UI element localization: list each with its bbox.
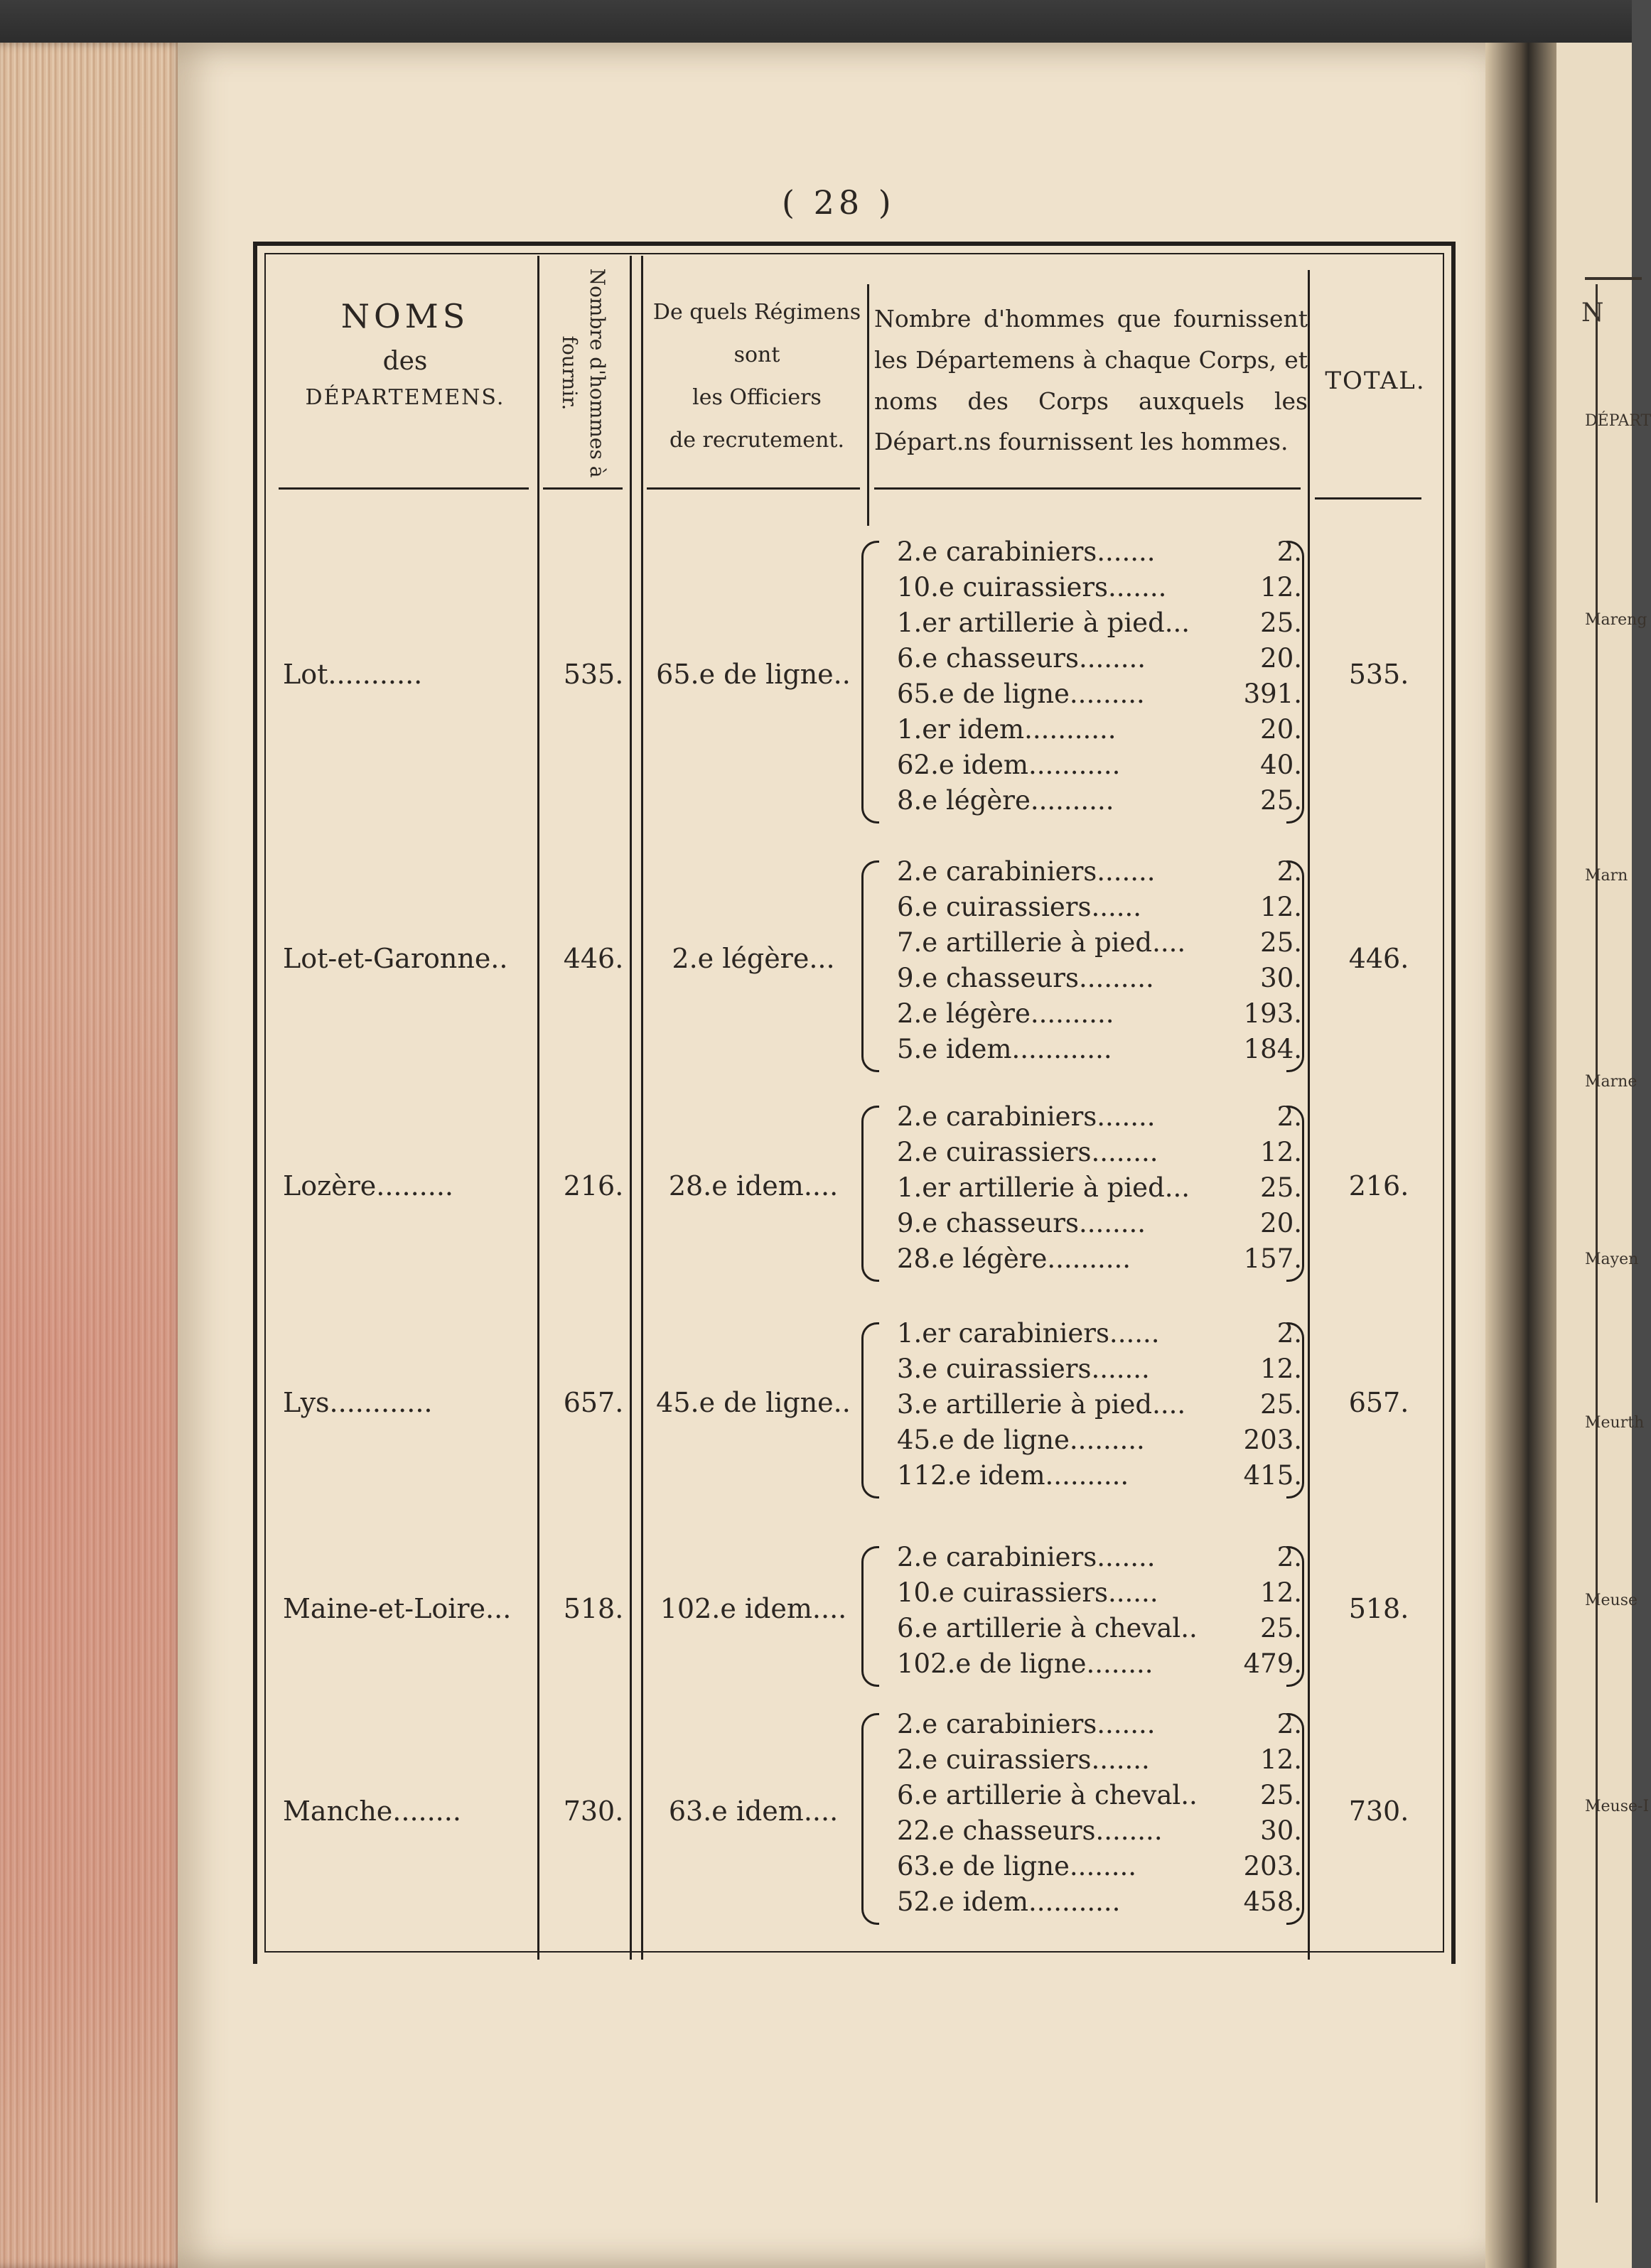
adjacent-dept-label: Meurth [1585,1414,1645,1432]
corps-line [897,1542,1302,1572]
adjacent-dept-label: Meuse-I [1585,1798,1650,1815]
corps-label: 10.e cuirassiers....... [897,572,1167,603]
corps-count: 25. [1260,1172,1302,1203]
corps-count: 20. [1260,643,1302,674]
regiment-officers: 45.e de ligne.. [656,1387,851,1418]
corps-count: 2. [1276,536,1302,567]
corps-line [897,679,1302,709]
corps-label: 2.e carabiniers....... [897,1542,1156,1572]
corps-count: 12. [1260,892,1302,922]
corps-line [897,1034,1302,1064]
header-noms [270,291,540,415]
hommes-count: 657. [563,1387,624,1418]
adjacent-page-column-line [1596,284,1598,2203]
corps-label: 5.e idem............ [897,1034,1112,1064]
left-brace [861,1713,879,1925]
header-rule [874,487,1301,490]
corps-count: 203. [1243,1851,1302,1881]
corps-label: 1.er artillerie à pied... [897,608,1190,638]
corps-line [897,998,1302,1029]
corps-line [897,1886,1302,1917]
header-total: TOTAL. [1325,367,1426,395]
corps-count: 479. [1243,1648,1302,1679]
corps-line [897,785,1302,816]
corps-count: 20. [1260,714,1302,745]
corps-count: 30. [1260,1815,1302,1846]
corps-line [897,1172,1302,1203]
adjacent-dept-label: Mayen [1585,1251,1639,1268]
adjacent-dept-label: Meuse [1585,1592,1638,1609]
corps-count: 458. [1243,1886,1302,1917]
left-brace [861,860,879,1072]
corps-line [897,1354,1302,1384]
header-regimens-line: les Officiers [692,385,822,410]
hommes-count: 216. [563,1170,624,1202]
row-total: 446. [1348,943,1409,974]
corps-label: 6.e cuirassiers...... [897,892,1142,922]
column-rule [630,256,632,1960]
adjacent-header-fragment: N [1581,298,1604,328]
regiment-officers: 63.e idem.... [668,1796,839,1827]
corps-label: 10.e cuirassiers...... [897,1577,1158,1608]
corps-label: 6.e chasseurs........ [897,643,1146,674]
left-brace [861,1322,879,1498]
corps-count: 193. [1243,998,1302,1029]
corps-line [897,714,1302,745]
corps-line [897,750,1302,780]
corps-label: 2.e carabiniers....... [897,1709,1156,1739]
row-total: 535. [1348,659,1409,690]
column-rule [641,256,643,1960]
header-regimens [640,291,874,462]
header-nombre: Nombre d'hommes que fournissent les Départemens à chaque Corps, et noms des Corps auxquels les Départ.ns fournissent les hommes. [874,305,1308,456]
corps-label: 102.e de ligne........ [897,1648,1153,1679]
corps-line [897,1577,1302,1608]
corps-count: 12. [1260,1577,1302,1608]
corps-label: 65.e de ligne......... [897,679,1145,709]
header-rule [543,487,623,490]
corps-label: 63.e de ligne........ [897,1851,1137,1881]
corps-label: 1.er carabiniers...... [897,1318,1160,1349]
header-regimens-line: de recrutement. [669,428,844,453]
corps-label: 9.e chasseurs........ [897,1208,1146,1238]
department-name: Lozère......... [283,1170,453,1202]
row-total: 216. [1348,1170,1409,1202]
corps-line [897,963,1302,993]
corps-line [897,1709,1302,1739]
department-name: Lot........... [283,659,423,690]
corps-count: 25. [1260,608,1302,638]
corps-line [897,1815,1302,1846]
corps-line [897,856,1302,887]
corps-line [897,1780,1302,1810]
corps-label: 62.e idem........... [897,750,1121,780]
hommes-count: 535. [563,659,624,690]
corps-line [897,1389,1302,1420]
corps-line [897,1137,1302,1167]
header-rule [279,487,529,490]
corps-count: 12. [1260,1137,1302,1167]
row-total: 730. [1348,1796,1409,1827]
regiment-officers: 65.e de ligne.. [656,659,851,690]
corps-line [897,1613,1302,1643]
left-brace [861,1546,879,1687]
corps-line [897,643,1302,674]
corps-label: 3.e artillerie à pied.... [897,1389,1186,1420]
corps-line [897,1318,1302,1349]
corps-line [897,608,1302,638]
adjacent-page-rule [1585,277,1642,280]
header-hommes-text: Nombre d'hommes à fournir. [557,268,609,478]
header-noms-line: DÉPARTEMENS. [305,385,505,411]
corps-label: 2.e carabiniers....... [897,1101,1156,1132]
corps-label: 8.e légère.......... [897,785,1114,816]
corps-label: 7.e artillerie à pied.... [897,927,1186,958]
corps-line [897,1101,1302,1132]
adjacent-page-fragment [1556,43,1651,2268]
department-name: Lot-et-Garonne.. [283,943,508,974]
corps-label: 2.e carabiniers....... [897,536,1156,567]
page-number: ( 28 ) [782,183,896,222]
department-name: Lys............ [283,1387,433,1418]
regiment-officers: 102.e idem.... [660,1593,847,1624]
corps-count: 2. [1276,1101,1302,1132]
corps-count: 40. [1260,750,1302,780]
corps-label: 9.e chasseurs......... [897,963,1154,993]
corps-count: 2. [1276,1709,1302,1739]
regiment-officers: 28.e idem.... [668,1170,839,1202]
corps-count: 2. [1276,1318,1302,1349]
left-brace [861,1106,879,1282]
corps-label: 28.e légère.......... [897,1243,1131,1274]
adjacent-dept-label: Marn [1585,867,1628,885]
corps-line [897,1208,1302,1238]
corps-label: 112.e idem.......... [897,1460,1129,1491]
corps-line [897,1425,1302,1455]
corps-label: 45.e de ligne......... [897,1425,1145,1455]
corps-count: 157. [1243,1243,1302,1274]
corps-line [897,572,1302,603]
column-rule [537,256,539,1960]
corps-label: 6.e artillerie à cheval.. [897,1613,1198,1643]
department-name: Maine-et-Loire... [283,1593,512,1624]
corps-count: 25. [1260,785,1302,816]
header-regimens-line: De quels Régimens [652,300,861,325]
corps-label: 2.e cuirassiers....... [897,1744,1150,1775]
corps-count: 203. [1243,1425,1302,1455]
corps-line [897,1851,1302,1881]
corps-count: 415. [1243,1460,1302,1491]
corps-label: 6.e artillerie à cheval.. [897,1780,1198,1810]
header-regimens-line: sont [733,342,780,367]
corps-count: 2. [1276,1542,1302,1572]
corps-count: 2. [1276,856,1302,887]
corps-count: 25. [1260,927,1302,958]
corps-count: 12. [1260,1354,1302,1384]
corps-count: 12. [1260,1744,1302,1775]
hommes-count: 446. [563,943,624,974]
corps-label: 2.e cuirassiers........ [897,1137,1158,1167]
corps-line [897,1460,1302,1491]
header-hommes [547,263,625,483]
corps-line [897,1648,1302,1679]
header-rule [647,487,860,490]
header-rule [1315,497,1421,500]
corps-label: 2.e carabiniers....... [897,856,1156,887]
corps-count: 25. [1260,1613,1302,1643]
corps-label: 52.e idem........... [897,1886,1121,1917]
header-noms-line: NOMS [340,297,470,335]
corps-line [897,1744,1302,1775]
corps-label: 2.e légère.......... [897,998,1114,1029]
adjacent-header-fragment: DÉPART [1585,412,1651,430]
book-gutter [1485,43,1564,2268]
regiment-officers: 2.e légère... [672,943,835,974]
corps-count: 12. [1260,572,1302,603]
book-page-edges [0,43,185,2268]
left-brace [861,541,879,824]
corps-count: 391. [1243,679,1302,709]
corps-label: 3.e cuirassiers....... [897,1354,1150,1384]
row-total: 518. [1348,1593,1409,1624]
row-total: 657. [1348,1387,1409,1418]
corps-line [897,892,1302,922]
adjacent-dept-label: Mareng [1585,611,1647,629]
corps-label: 1.er artillerie à pied... [897,1172,1190,1203]
corps-label: 1.er idem........... [897,714,1117,745]
corps-count: 184. [1243,1034,1302,1064]
corps-count: 25. [1260,1780,1302,1810]
header-noms-line: des [382,347,428,377]
adjacent-dept-label: Marne [1585,1073,1637,1091]
department-name: Manche........ [283,1796,461,1827]
hommes-count: 730. [563,1796,624,1827]
corps-count: 25. [1260,1389,1302,1420]
corps-count: 30. [1260,963,1302,993]
hommes-count: 518. [563,1593,624,1624]
corps-line [897,536,1302,567]
corps-label: 22.e chasseurs........ [897,1815,1163,1846]
column-rule [1308,270,1310,1960]
corps-line [897,927,1302,958]
corps-count: 20. [1260,1208,1302,1238]
corps-line [897,1243,1302,1274]
